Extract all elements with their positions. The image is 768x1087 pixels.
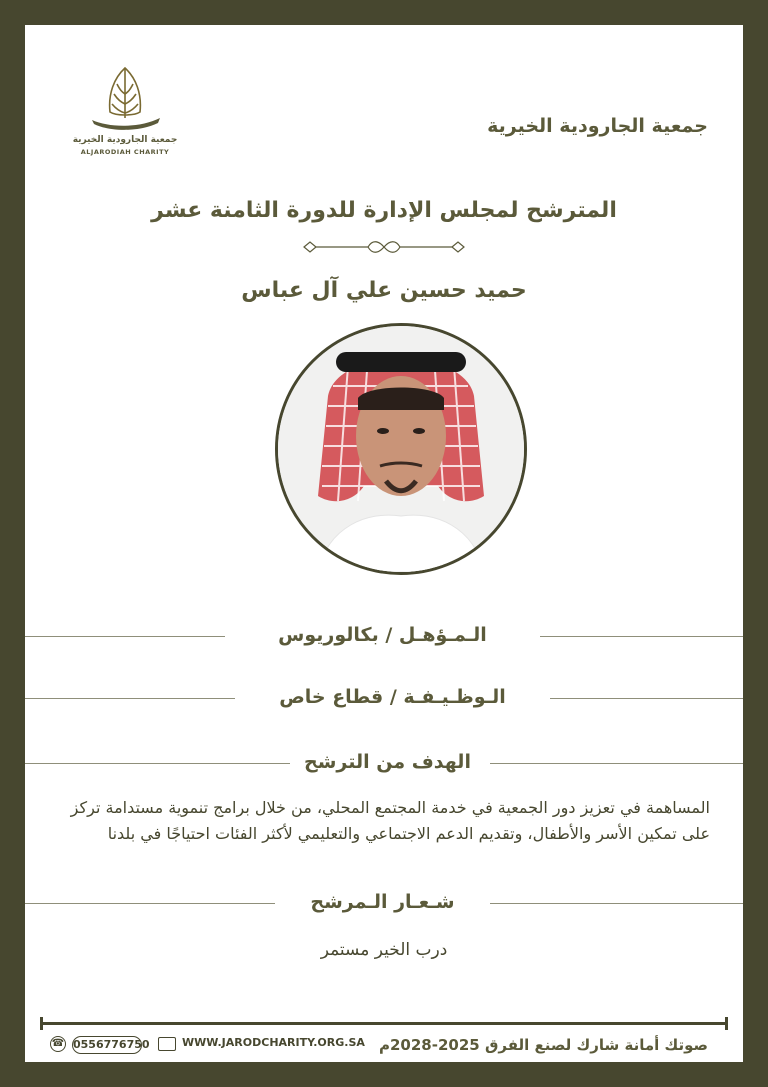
- campaign-slogan: صوتك أمانة شارك لصنع الفرق 2025-2028م: [379, 1036, 708, 1054]
- ornament-divider: [300, 238, 468, 256]
- logo-arabic-text: جمعية الجارودية الخيرية: [72, 135, 178, 145]
- logo-english-text: ALJARODIAH CHARITY: [80, 148, 170, 156]
- slogan-text: درب الخير مستمر: [320, 940, 448, 960]
- organization-name: جمعية الجارودية الخيرية: [487, 115, 708, 137]
- slogan-rule-left: [25, 903, 275, 904]
- job-rule-right: [550, 698, 743, 699]
- candidate-name: حميد حسين علي آل عباس: [241, 278, 527, 303]
- qualification-label: الـمـؤهـل / بكالوريوس: [278, 624, 487, 646]
- wheat-sheaf-icon: [70, 60, 180, 135]
- charity-logo: [70, 60, 180, 170]
- footer-divider-end-right: [725, 1017, 728, 1030]
- job-rule-left: [25, 698, 235, 699]
- phone-icon: ☎: [50, 1036, 66, 1052]
- qualification-rule-left: [25, 636, 225, 637]
- candidate-photo: [275, 323, 527, 575]
- job-label: الـوظـيـفـة / قطاع خاص: [279, 686, 506, 708]
- poster-title: المترشح لمجلس الإدارة للدورة الثامنة عشر: [151, 198, 617, 223]
- qualification-rule-right: [540, 636, 743, 637]
- goal-heading: الهدف من الترشح: [304, 751, 471, 773]
- slogan-heading: شـعـار الـمرشح: [310, 891, 455, 913]
- goal-rule-right: [490, 763, 743, 764]
- goal-text: المساهمة في تعزيز دور الجمعية في خدمة المجتمع المحلي، من خلال برامج تنموية مستدامة تركز على تمكين الأسر والأطفال، وتقديم الدعم الاجتماعي والتعليمي لأكثر الفئات احتياجًا في بلدنا: [70, 798, 710, 843]
- slogan-rule-right: [490, 903, 743, 904]
- goal-rule-left: [25, 763, 290, 764]
- footer-divider: [40, 1022, 728, 1025]
- website-link[interactable]: WWW.JARODCHARITY.ORG.SA: [182, 1036, 365, 1049]
- phone-number[interactable]: 0556776750: [72, 1036, 142, 1054]
- browser-icon: [158, 1037, 176, 1051]
- footer-divider-end-left: [40, 1017, 43, 1030]
